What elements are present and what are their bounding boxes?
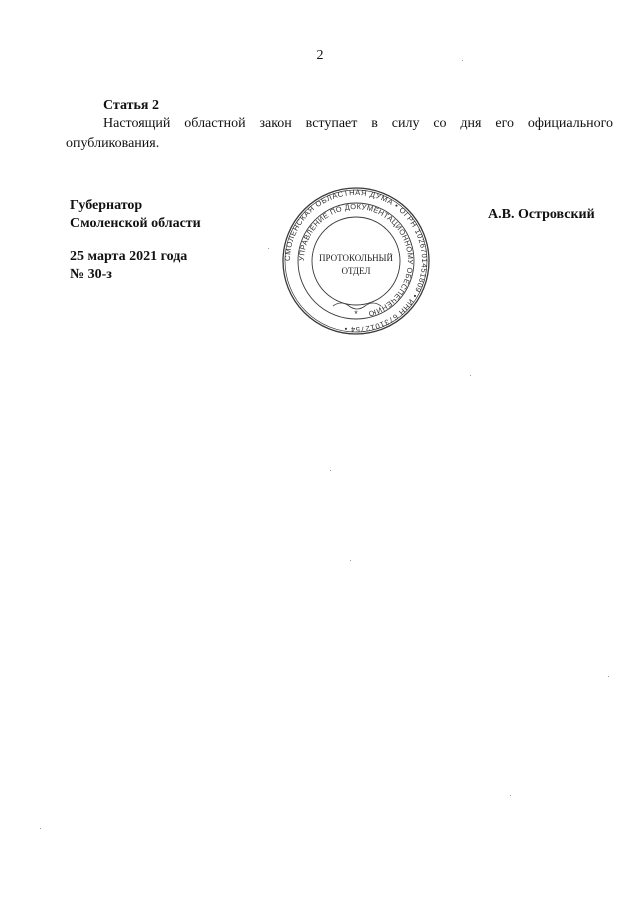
official-seal-stamp — [281, 186, 431, 336]
signer-position-line-1: Губернатор — [70, 198, 143, 213]
seal-outer-text: СМОЛЕНСКАЯ ОБЛАСТНАЯ ДУМА • ОГРН 1026701451809 • ИНН 6731012754 • — [282, 187, 430, 335]
scan-speck — [608, 676, 609, 677]
seal-star: * — [354, 309, 358, 319]
scan-speck — [470, 375, 471, 376]
scan-speck — [510, 795, 511, 796]
seal-center-line-1: ПРОТОКОЛЬНЫЙ — [319, 253, 393, 263]
article-text-line-2: опубликования. — [66, 136, 160, 151]
signature-date: 25 марта 2021 года — [70, 249, 188, 264]
signer-name: А.В. Островский — [488, 207, 595, 222]
signer-position-line-2: Смоленской области — [70, 216, 201, 231]
seal-middle-text: УПРАВЛЕНИЕ ПО ДОКУМЕНТАЦИОННОМУ ОБЕСПЕЧЕНИЮ — [296, 201, 416, 319]
scan-speck — [40, 828, 41, 829]
page-number: 2 — [316, 48, 324, 63]
scan-speck — [268, 248, 269, 249]
law-number: № 30-з — [70, 267, 112, 282]
seal-center-line-2: ОТДЕЛ — [341, 266, 371, 276]
scan-speck — [462, 60, 463, 61]
article-text-line-1: Настоящий областной закон вступает в силу со дня его официального — [103, 116, 613, 131]
article-title: Статья 2 — [103, 98, 159, 113]
signature-block — [70, 197, 201, 284]
scan-speck — [350, 560, 351, 561]
article-body — [66, 114, 613, 154]
scan-speck — [330, 470, 331, 471]
